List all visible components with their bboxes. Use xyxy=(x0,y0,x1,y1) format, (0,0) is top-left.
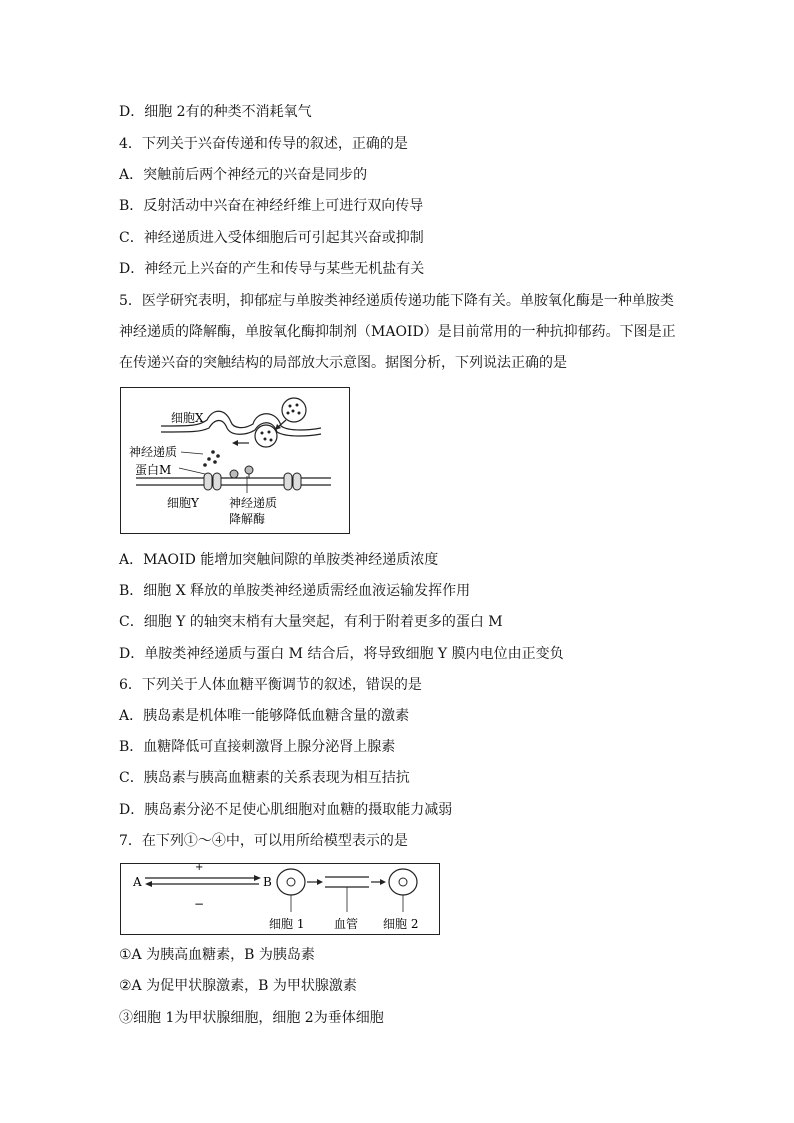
q6-option-b: B．血糖降低可直接刺激肾上腺分泌肾上腺素 xyxy=(119,739,396,755)
arrow-left-icon xyxy=(232,440,238,446)
q6-stem: 6．下列关于人体血糖平衡调节的叙述，错误的是 xyxy=(119,677,422,693)
label-b: B xyxy=(263,875,272,889)
degrading-enzyme xyxy=(230,470,238,478)
label-cell-2: 细胞 2 xyxy=(383,917,419,931)
label-cell-x: 细胞X xyxy=(171,411,204,425)
q7-item-3: ③细胞 1为甲状腺细胞，细胞 2为垂体细胞 xyxy=(119,1010,384,1026)
synapse-figure xyxy=(120,387,350,534)
q4-option-d: D．神经元上兴奋的产生和传导与某些无机盐有关 xyxy=(119,261,425,277)
label-minus: − xyxy=(194,897,205,911)
label-enzyme-line2: 降解酶 xyxy=(229,512,266,526)
label-neurotransmitter: 神经递质 xyxy=(129,445,178,459)
q5-stem-line2: 神经递质的降解酶，单胺氧化酶抑制剂（MAOID）是目前常用的一种抗抑郁药。下图是正 xyxy=(119,324,676,340)
q6-option-c: C．胰岛素与胰高血糖素的关系表现为相互拮抗 xyxy=(119,770,410,786)
label-enzyme-line1: 神经递质 xyxy=(229,496,278,510)
q5-option-c: C．细胞 Y 的轴突末梢有大量突起，有利于附着更多的蛋白 M xyxy=(119,614,503,630)
model-diagram xyxy=(121,864,439,934)
q5-stem-line1: 5．医学研究表明，抑郁症与单胺类神经递质传递功能下降有关。单胺氧化酶是一种单胺类 xyxy=(119,293,674,309)
label-protein-m: 蛋白M xyxy=(135,463,172,477)
q7-stem: 7．在下列①～④中，可以用所给模型表示的是 xyxy=(119,833,408,849)
q4-option-c: C．神经递质进入受体细胞后可引起其兴奋或抑制 xyxy=(119,230,424,246)
q4-option-b: B．反射活动中兴奋在神经纤维上可进行双向传导 xyxy=(119,198,424,214)
q7-item-2: ②A 为促甲状腺激素，B 为甲状腺激素 xyxy=(119,978,357,994)
q5-stem-line3: 在传递兴奋的突触结构的局部放大示意图。据图分析，下列说法正确的是 xyxy=(119,355,567,371)
label-cell-1: 细胞 1 xyxy=(269,917,305,931)
q5-option-d: D．单胺类神经递质与蛋白 M 结合后，将导致细胞 Y 膜内电位由正变负 xyxy=(119,646,564,662)
fusing-vesicle xyxy=(255,425,277,447)
q6-option-a: A．胰岛素是机体唯一能够降低血糖含量的激素 xyxy=(119,708,410,724)
q5-option-b: B．细胞 X 释放的单胺类神经递质需经血液运输发挥作用 xyxy=(119,583,471,599)
q7-item-1: ①A 为胰高血糖素，B 为胰岛素 xyxy=(119,947,315,963)
label-plus: + xyxy=(195,864,204,873)
label-vessel: 血管 xyxy=(334,917,359,931)
q4-option-a: A．突触前后两个神经元的兴奋是同步的 xyxy=(119,167,368,183)
q4-stem: 4．下列关于兴奋传递和传导的叙述，正确的是 xyxy=(119,136,408,152)
model-figure xyxy=(120,863,440,935)
q3-option-d: D．细胞 2有的种类不消耗氧气 xyxy=(119,104,312,120)
neurotransmitter-dot xyxy=(211,450,215,454)
protein-m-receptor xyxy=(204,473,212,490)
arrow-left-icon xyxy=(145,881,152,887)
label-cell-y: 细胞Y xyxy=(167,496,199,510)
q6-option-d: D．胰岛素分泌不足使心肌细胞对血糖的摄取能力减弱 xyxy=(119,802,453,818)
label-a: A xyxy=(133,875,142,889)
arrow-right-icon xyxy=(254,875,261,881)
synapse-diagram xyxy=(121,388,349,533)
protein-m-receptor-2 xyxy=(284,473,292,490)
q5-option-a: A．MAOID 能增加突触间隙的单胺类神经递质浓度 xyxy=(119,552,439,568)
